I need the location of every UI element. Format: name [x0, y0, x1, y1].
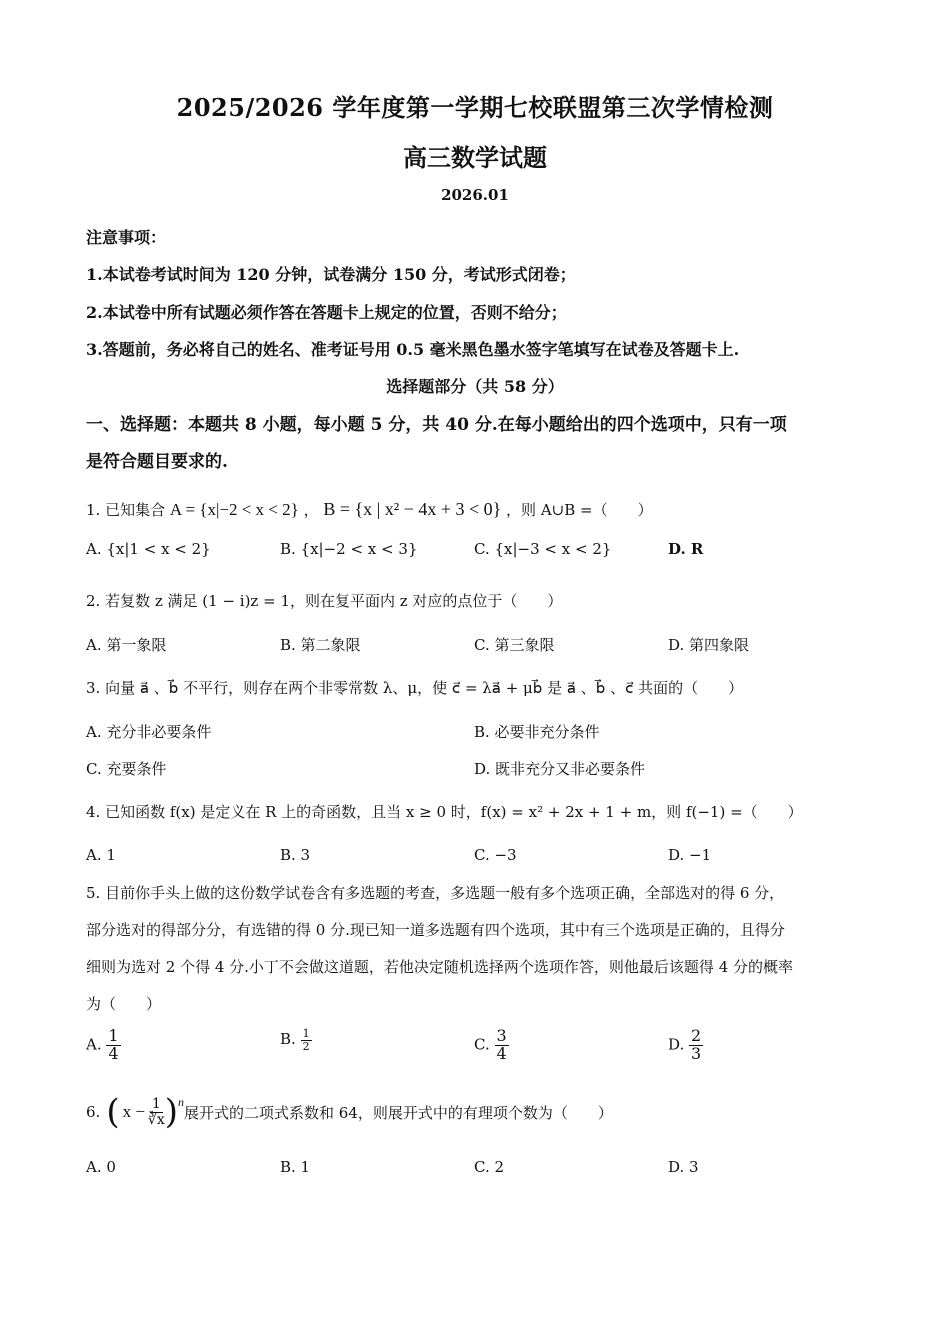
fraction-denominator: 4	[496, 1043, 507, 1063]
q5-line-2: 部分选对的得部分分，有选错的得 0 分.现已知一道多选题有四个选项，其中有三个选项是正确的，且得分	[86, 921, 785, 939]
q6-expr-x: x −	[122, 1102, 145, 1121]
fraction-denominator: 4	[108, 1043, 119, 1063]
q4-option-b[interactable]: B. 3	[280, 846, 311, 864]
fraction-denominator: 3	[691, 1043, 702, 1063]
question-1-options	[86, 540, 876, 564]
note-item-2: 2.本试卷中所有试题必须作答在答题卡上规定的位置，否则不给分；	[86, 303, 567, 322]
q1-set-a: A = {x|−2 < x < 2}	[169, 500, 299, 519]
q6-option-b[interactable]: B. 1	[280, 1158, 311, 1176]
exam-title: 2025/2026 学年度第一学期七校联盟第三次学情检测	[176, 93, 774, 122]
notes-heading: 注意事项：	[86, 228, 167, 247]
q6-option-a[interactable]: A. 0	[86, 1158, 116, 1176]
right-paren: )	[164, 1092, 179, 1132]
left-paren: (	[106, 1092, 120, 1132]
fraction-numerator: 3	[496, 1026, 507, 1045]
note-item-3: 3.答题前，务必将自己的姓名、准考证号用 0.5 毫米黑色墨水签字笔填写在试卷及答题卡上.	[86, 340, 740, 359]
q5-option-c-fraction	[495, 1028, 509, 1063]
q2-option-d[interactable]: D. 第四象限	[668, 636, 750, 654]
question-3-options-row1	[86, 721, 876, 745]
q5-line-4: 为（ ）	[86, 995, 162, 1013]
question-6-stem	[86, 1090, 613, 1134]
q1-option-c[interactable]: C. {x|−3 < x < 2}	[474, 540, 612, 558]
q6-option-c[interactable]: C. 2	[474, 1158, 505, 1176]
q5-option-d[interactable]	[668, 1028, 703, 1063]
q1-option-a[interactable]: A. {x|1 < x < 2}	[86, 540, 211, 558]
fraction-numerator: 1	[151, 1095, 161, 1112]
note-item-1: 1.本试卷考试时间为 120 分钟，试卷满分 150 分，考试形式闭卷；	[86, 265, 576, 284]
q1-stem-post: ，则 A∪B =（ ）	[506, 501, 653, 519]
exam-date: 2026.01	[441, 186, 509, 204]
q5-option-c-label: C.	[474, 1035, 490, 1054]
q5-line-1: 5. 目前你手头上做的这份数学试卷含有多选题的考查，多选题一般有多个选项正确，全部选对的得 6 分，	[86, 884, 785, 902]
q6-expr-fraction	[148, 1097, 165, 1127]
q1-option-b[interactable]: B. {x|−2 < x < 3}	[280, 540, 418, 558]
fraction-numerator: 1	[108, 1026, 119, 1045]
q1-comma: ，	[303, 501, 319, 519]
q2-option-a[interactable]: A. 第一象限	[86, 636, 167, 654]
q5-option-a[interactable]	[86, 1028, 121, 1063]
q5-option-b-fraction	[301, 1028, 312, 1052]
fraction-denominator: ∛x	[147, 1111, 165, 1128]
fraction-denominator: 2	[302, 1039, 310, 1053]
q5-option-d-label: D.	[668, 1035, 685, 1054]
q3-option-d[interactable]: D. 既非充分又非必要条件	[474, 760, 646, 778]
q6-power: n	[178, 1095, 185, 1109]
question-4-options	[86, 846, 876, 870]
q5-option-c[interactable]	[474, 1028, 509, 1063]
q4-option-a[interactable]: A. 1	[86, 846, 116, 864]
question-6-options	[86, 1158, 876, 1182]
q2-option-c[interactable]: C. 第三象限	[474, 636, 555, 654]
q1-stem-pre: 1. 已知集合	[86, 501, 166, 519]
q5-option-b-label: B.	[280, 1030, 296, 1049]
q4-option-d[interactable]: D. −1	[668, 846, 712, 864]
q1-set-b: B = {x | x² − 4x + 3 < 0}	[323, 499, 502, 519]
q2-option-b[interactable]: B. 第二象限	[280, 636, 361, 654]
q3-option-a[interactable]: A. 充分非必要条件	[86, 723, 212, 741]
question-5-options	[86, 1028, 876, 1076]
question-3-stem: 3. 向量 a⃗ 、b⃗ 不平行，则存在两个非零常数 λ、μ，使 c⃗ = λa⃗ + μb⃗ 是 a⃗ 、b⃗ 、c⃗ 共面的（ ）	[86, 679, 744, 697]
q5-option-d-fraction	[689, 1028, 703, 1063]
question-3-options-row2	[86, 758, 876, 782]
fraction-numerator: 2	[691, 1026, 702, 1045]
q6-number: 6.	[86, 1103, 101, 1121]
q6-option-d[interactable]: D. 3	[668, 1158, 699, 1176]
part-title: 选择题部分（共 58 分）	[386, 377, 564, 396]
q5-line-3: 细则为选对 2 个得 4 分.小丁不会做这道题，若他决定随机选择两个选项作答，则他最后该题得 4 分的概率	[86, 958, 794, 976]
q3-option-c[interactable]: C. 充要条件	[86, 760, 167, 778]
question-4-stem: 4. 已知函数 f(x) 是定义在 R 上的奇函数，且当 x ≥ 0 时，f(x) = x² + 2x + 1 + m，则 f(−1) =（ ）	[86, 803, 803, 821]
q5-option-a-label: A.	[86, 1035, 102, 1054]
question-5-stem	[86, 875, 862, 1023]
q3-option-b[interactable]: B. 必要非充分条件	[474, 723, 600, 741]
exam-subtitle: 高三数学试题	[403, 143, 547, 172]
q6-stem-post: 展开式的二项式系数和 64，则展开式中的有理项个数为（ ）	[184, 1103, 613, 1122]
section-instruction-line2: 是符合题目要求的.	[86, 452, 228, 472]
section-instruction-line1: 一、选择题：本题共 8 小题，每小题 5 分，共 40 分.在每小题给出的四个选项中，只有一项	[86, 415, 787, 435]
q5-option-a-fraction	[106, 1028, 120, 1063]
q1-option-d[interactable]: D. R	[668, 540, 704, 558]
question-2-options	[86, 634, 876, 658]
q5-option-b[interactable]	[280, 1028, 312, 1052]
q6-binomial-expression	[106, 1092, 185, 1132]
fraction-numerator: 1	[302, 1027, 310, 1040]
q4-option-c[interactable]: C. −3	[474, 846, 517, 864]
question-2-stem: 2. 若复数 z 满足 (1 − i)z = 1，则在复平面内 z 对应的点位于（ ）	[86, 592, 563, 610]
question-1-stem	[86, 499, 653, 520]
